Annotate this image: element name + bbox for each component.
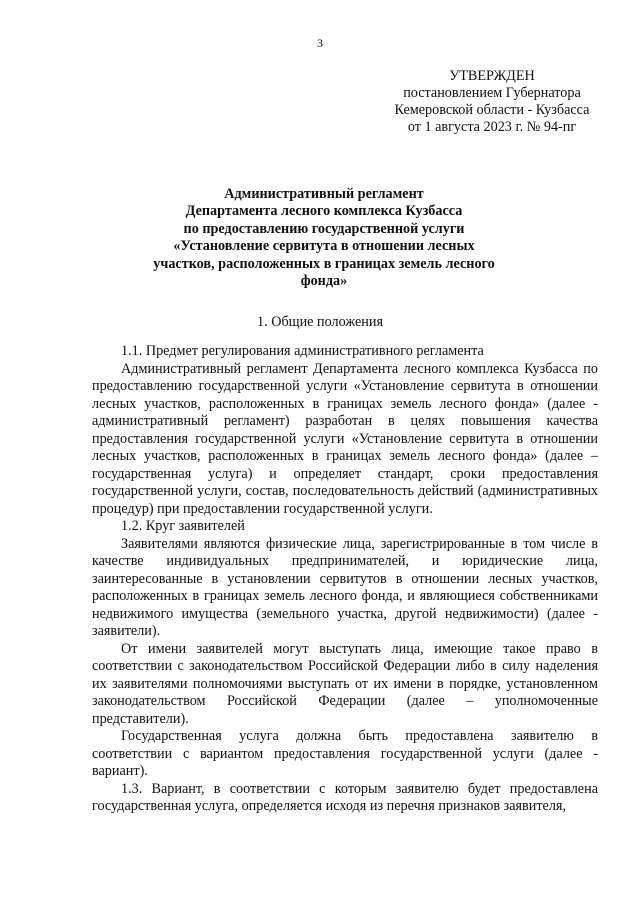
title-line: Департамента лесного комплекса Кузбасса: [185, 203, 463, 220]
page-number: 3: [317, 36, 323, 50]
approval-line: от 1 августа 2023 г. № 94-пг: [407, 119, 577, 135]
document-title: [120, 186, 528, 290]
paragraph: Государственная услуга должна быть предоставлена заявителю в соответствии с вариантом предоставления государственной услуги (далее - вариант).: [92, 728, 598, 779]
title-line: фонда»: [300, 273, 348, 290]
paragraph: 1.3. Вариант, в соответствии с которым заявителю будет предоставлена государственная услуга, определяется исходя из перечня признаков заявителя,: [92, 780, 598, 814]
paragraph: Административный регламент Департамента лесного комплекса Кузбасса по предоставлению государственной услуги «Установление сервитута в отношении лесных участков, расположенных в границах земель лесного фонда» (далее - административный регламент) разработан в целях повышения качества предоставления государственной услуги «Установление сервитута в отношении лесных участков, расположенных в границах земель лесного фонда» (далее – государственная услуга) и определяет стандарт, сроки предоставления государственной услуги, состав, последовательность действий (административных процедур) при предоставлении государственной услуги.: [92, 360, 598, 517]
body-text: [92, 343, 598, 816]
paragraph: Заявителями являются физические лица, зарегистрированные в том числе в качестве индивидуальных предпринимателей, и юридические лица, заинтересованные в установлении сервитутов в отношении лесных участков, расположенных в границах земель лесного фонда, и являющиеся собственниками недвижимого имущества (земельного участка, другой недвижимости) (далее - заявители).: [92, 535, 598, 639]
title-line: участков, расположенных в границах земель лесного: [153, 255, 495, 272]
section-heading: 1. Общие положения: [257, 314, 383, 330]
paragraph: От имени заявителей могут выступать лица, имеющие такое право в соответствии с законодательством Российской Федерации либо в силу наделения их заявителями полномочиями выступать от их имени в порядке, установленном законодательством Российской Федерации (далее – уполномоченные представители).: [92, 640, 598, 727]
title-line: «Установление сервитута в отношении лесных: [173, 238, 475, 255]
subsection-heading: 1.2. Круг заявителей: [121, 518, 245, 534]
approval-line: Кемеровской области - Кузбасса: [394, 102, 590, 118]
title-line: Административный регламент: [224, 186, 424, 202]
title-line: по предоставлению государственной услуги: [183, 220, 465, 237]
subsection-heading: 1.1. Предмет регулирования административного регламента: [121, 343, 484, 359]
approval-stamp: [372, 68, 612, 136]
approval-status: УТВЕРЖДЕН: [449, 68, 535, 84]
approval-line: постановлением Губернатора: [403, 85, 581, 101]
